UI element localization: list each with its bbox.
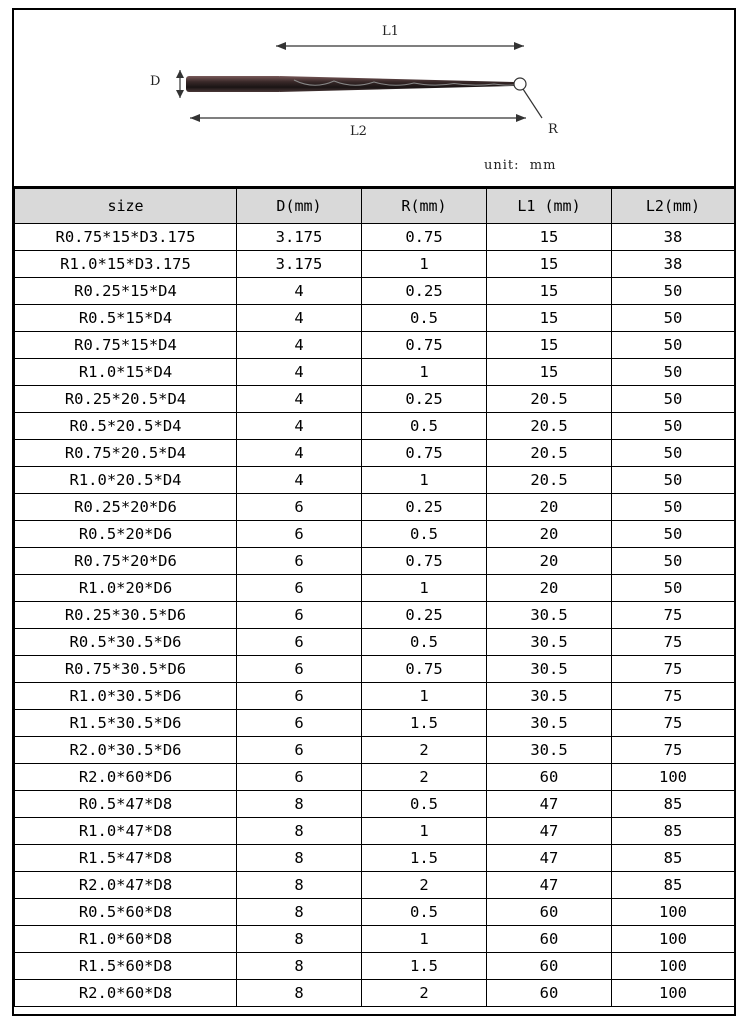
cell-d: 8 [237, 872, 362, 899]
l2-arrow-right [516, 114, 526, 122]
table-header-row [15, 189, 735, 224]
cell-d: 8 [237, 818, 362, 845]
table-row [15, 791, 735, 818]
cell-l2: 85 [612, 872, 735, 899]
cell-r: 0.75 [362, 332, 487, 359]
cell-l2: 75 [612, 602, 735, 629]
table-row [15, 575, 735, 602]
cell-d: 6 [237, 494, 362, 521]
table-row [15, 413, 735, 440]
cell-size: R1.0*20*D6 [15, 575, 237, 602]
spec-sheet [12, 8, 736, 1016]
cell-l1: 15 [487, 359, 612, 386]
cell-l2: 100 [612, 764, 735, 791]
cell-r: 1 [362, 359, 487, 386]
cell-size: R0.25*20*D6 [15, 494, 237, 521]
cell-r: 0.75 [362, 548, 487, 575]
cell-d: 6 [237, 710, 362, 737]
cell-d: 4 [237, 332, 362, 359]
cell-l1: 47 [487, 791, 612, 818]
header-l2: L2(mm) [612, 189, 735, 224]
cell-size: R0.25*20.5*D4 [15, 386, 237, 413]
cell-r: 0.75 [362, 440, 487, 467]
cell-r: 0.5 [362, 791, 487, 818]
cell-l2: 50 [612, 521, 735, 548]
table-row [15, 656, 735, 683]
cell-size: R1.0*47*D8 [15, 818, 237, 845]
cell-size: R0.5*20*D6 [15, 521, 237, 548]
table-row [15, 926, 735, 953]
cell-size: R1.0*15*D3.175 [15, 251, 237, 278]
cell-r: 1 [362, 683, 487, 710]
table-row [15, 953, 735, 980]
cell-r: 1.5 [362, 953, 487, 980]
cell-d: 4 [237, 440, 362, 467]
cell-r: 0.25 [362, 602, 487, 629]
cell-d: 6 [237, 656, 362, 683]
cell-r: 1.5 [362, 710, 487, 737]
cell-l2: 50 [612, 359, 735, 386]
cell-l2: 50 [612, 413, 735, 440]
cell-l1: 15 [487, 278, 612, 305]
cell-d: 4 [237, 467, 362, 494]
cell-l1: 47 [487, 872, 612, 899]
cell-l1: 15 [487, 332, 612, 359]
cell-r: 1 [362, 575, 487, 602]
cell-r: 0.75 [362, 224, 487, 251]
cell-l1: 20 [487, 521, 612, 548]
unit-label: unit: mm [484, 158, 557, 173]
cell-size: R0.75*30.5*D6 [15, 656, 237, 683]
cell-l1: 30.5 [487, 737, 612, 764]
header-l1: L1 (mm) [487, 189, 612, 224]
cell-l1: 20.5 [487, 467, 612, 494]
cell-l1: 15 [487, 251, 612, 278]
cell-r: 1.5 [362, 845, 487, 872]
table-row [15, 872, 735, 899]
cell-l1: 30.5 [487, 629, 612, 656]
header-r: R(mm) [362, 189, 487, 224]
cell-d: 8 [237, 953, 362, 980]
cell-r: 0.5 [362, 629, 487, 656]
cell-r: 2 [362, 980, 487, 1007]
cell-l1: 20 [487, 494, 612, 521]
cell-d: 6 [237, 575, 362, 602]
cell-r: 1 [362, 818, 487, 845]
cell-d: 6 [237, 683, 362, 710]
cell-d: 8 [237, 845, 362, 872]
table-row [15, 359, 735, 386]
cell-l1: 30.5 [487, 683, 612, 710]
cell-l2: 50 [612, 386, 735, 413]
cell-l2: 50 [612, 332, 735, 359]
cell-size: R1.0*15*D4 [15, 359, 237, 386]
cell-l1: 60 [487, 764, 612, 791]
table-row [15, 845, 735, 872]
cell-l2: 75 [612, 737, 735, 764]
table-row [15, 494, 735, 521]
cell-l1: 60 [487, 953, 612, 980]
cell-d: 3.175 [237, 251, 362, 278]
cell-d: 4 [237, 278, 362, 305]
table-row [15, 980, 735, 1007]
cell-r: 1 [362, 926, 487, 953]
cell-l1: 60 [487, 899, 612, 926]
cell-l1: 47 [487, 845, 612, 872]
cell-r: 0.25 [362, 494, 487, 521]
cell-size: R0.5*20.5*D4 [15, 413, 237, 440]
cell-r: 0.5 [362, 413, 487, 440]
table-row [15, 818, 735, 845]
table-row [15, 629, 735, 656]
table-row [15, 305, 735, 332]
cell-d: 8 [237, 926, 362, 953]
header-d: D(mm) [237, 189, 362, 224]
cell-l2: 85 [612, 818, 735, 845]
table-row [15, 440, 735, 467]
cell-l2: 100 [612, 980, 735, 1007]
table-row [15, 278, 735, 305]
cell-size: R1.5*30.5*D6 [15, 710, 237, 737]
cell-size: R1.0*20.5*D4 [15, 467, 237, 494]
cell-l2: 50 [612, 278, 735, 305]
table-row [15, 521, 735, 548]
cell-d: 8 [237, 980, 362, 1007]
cell-size: R1.0*30.5*D6 [15, 683, 237, 710]
cell-l2: 75 [612, 656, 735, 683]
tool-taper [280, 76, 514, 92]
cell-l1: 47 [487, 818, 612, 845]
cell-d: 8 [237, 899, 362, 926]
table-row [15, 548, 735, 575]
cell-l2: 50 [612, 440, 735, 467]
cell-size: R0.25*30.5*D6 [15, 602, 237, 629]
table-body [15, 224, 735, 1007]
cell-r: 0.5 [362, 305, 487, 332]
tool-diagram [14, 10, 734, 188]
cell-r: 0.25 [362, 386, 487, 413]
cell-l2: 50 [612, 467, 735, 494]
header-size: size [15, 189, 237, 224]
cell-l2: 50 [612, 548, 735, 575]
cell-l1: 20.5 [487, 440, 612, 467]
cell-l1: 15 [487, 305, 612, 332]
cell-l1: 15 [487, 224, 612, 251]
cell-size: R1.5*47*D8 [15, 845, 237, 872]
l2-arrow-left [190, 114, 200, 122]
table-row [15, 224, 735, 251]
cell-r: 2 [362, 764, 487, 791]
table-row [15, 710, 735, 737]
cell-size: R1.5*60*D8 [15, 953, 237, 980]
cell-d: 3.175 [237, 224, 362, 251]
table-row [15, 386, 735, 413]
cell-l2: 50 [612, 575, 735, 602]
l2-label: L2 [350, 124, 367, 139]
cell-size: R2.0*47*D8 [15, 872, 237, 899]
table-row [15, 602, 735, 629]
cell-d: 6 [237, 548, 362, 575]
tool-shank [186, 76, 282, 92]
cell-l2: 50 [612, 494, 735, 521]
cell-size: R0.5*60*D8 [15, 899, 237, 926]
cell-l1: 20.5 [487, 413, 612, 440]
cell-r: 0.25 [362, 278, 487, 305]
cell-d: 6 [237, 521, 362, 548]
cell-l2: 75 [612, 710, 735, 737]
cell-r: 0.75 [362, 656, 487, 683]
cell-size: R0.75*15*D4 [15, 332, 237, 359]
cell-size: R0.5*15*D4 [15, 305, 237, 332]
cell-l2: 50 [612, 305, 735, 332]
cell-r: 2 [362, 872, 487, 899]
cell-l2: 100 [612, 899, 735, 926]
table-row [15, 332, 735, 359]
cell-l2: 85 [612, 791, 735, 818]
cell-size: R2.0*60*D6 [15, 764, 237, 791]
cell-d: 6 [237, 764, 362, 791]
cell-d: 6 [237, 602, 362, 629]
cell-r: 0.5 [362, 521, 487, 548]
cell-l1: 30.5 [487, 656, 612, 683]
cell-d: 4 [237, 386, 362, 413]
cell-r: 1 [362, 251, 487, 278]
cell-size: R0.75*20.5*D4 [15, 440, 237, 467]
cell-size: R0.75*15*D3.175 [15, 224, 237, 251]
l1-label: L1 [382, 24, 399, 39]
cell-l2: 100 [612, 953, 735, 980]
cell-l2: 38 [612, 251, 735, 278]
cell-l2: 75 [612, 629, 735, 656]
cell-d: 4 [237, 413, 362, 440]
cell-size: R0.5*47*D8 [15, 791, 237, 818]
cell-size: R0.5*30.5*D6 [15, 629, 237, 656]
cell-l1: 20.5 [487, 386, 612, 413]
ball-tip [514, 78, 526, 90]
r-label: R [548, 122, 558, 137]
table-row [15, 467, 735, 494]
cell-l1: 60 [487, 980, 612, 1007]
table-row [15, 251, 735, 278]
cell-r: 0.5 [362, 899, 487, 926]
cell-l2: 75 [612, 683, 735, 710]
l1-arrow-right [514, 42, 524, 50]
table-row [15, 899, 735, 926]
cell-r: 2 [362, 737, 487, 764]
cell-size: R1.0*60*D8 [15, 926, 237, 953]
table-row [15, 737, 735, 764]
cell-d: 4 [237, 359, 362, 386]
cell-r: 1 [362, 467, 487, 494]
cell-d: 6 [237, 629, 362, 656]
cell-l1: 20 [487, 575, 612, 602]
table-row [15, 683, 735, 710]
end-mill-drawing [14, 10, 734, 186]
cell-d: 8 [237, 791, 362, 818]
cell-d: 4 [237, 305, 362, 332]
cell-l1: 20 [487, 548, 612, 575]
cell-d: 6 [237, 737, 362, 764]
cell-l2: 85 [612, 845, 735, 872]
cell-l1: 30.5 [487, 602, 612, 629]
cell-size: R2.0*60*D8 [15, 980, 237, 1007]
cell-l2: 100 [612, 926, 735, 953]
cell-size: R0.25*15*D4 [15, 278, 237, 305]
l1-arrow-left [276, 42, 286, 50]
cell-size: R2.0*30.5*D6 [15, 737, 237, 764]
r-leader-line [523, 89, 542, 118]
table-row [15, 764, 735, 791]
d-label: D [150, 74, 161, 89]
cell-size: R0.75*20*D6 [15, 548, 237, 575]
cell-l2: 38 [612, 224, 735, 251]
cell-l1: 60 [487, 926, 612, 953]
cell-l1: 30.5 [487, 710, 612, 737]
spec-table [14, 188, 735, 1007]
